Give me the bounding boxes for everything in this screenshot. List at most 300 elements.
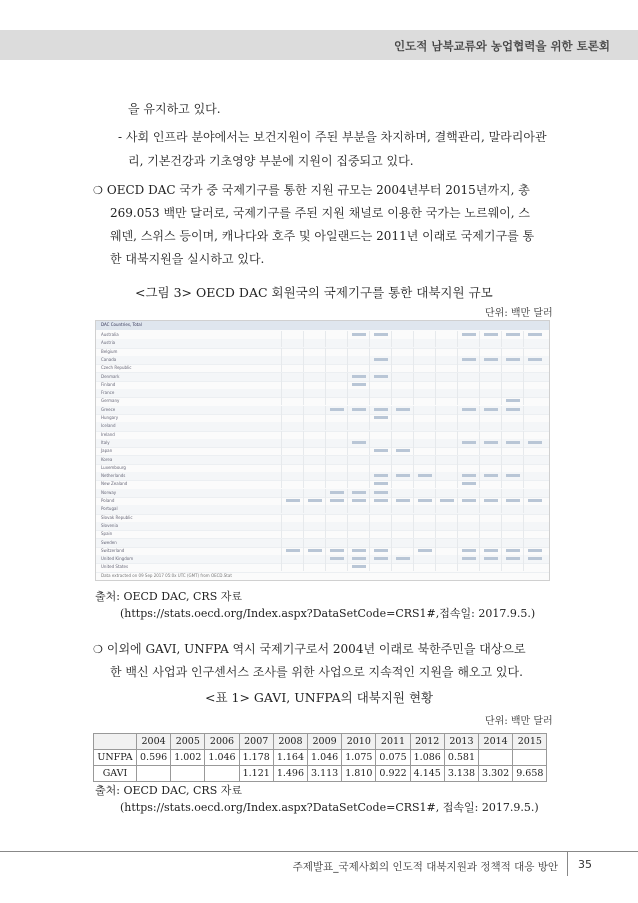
figure-cell (325, 555, 348, 563)
figure-cell-value (286, 499, 300, 502)
figure-cell (523, 422, 546, 430)
figure-country-label: Sweden (101, 539, 117, 545)
figure-cell (281, 489, 304, 497)
figure-cell (501, 472, 524, 480)
figure-cell (413, 522, 436, 530)
figure-cell (325, 373, 348, 381)
figure-cells (281, 456, 549, 464)
figure-cell (501, 456, 524, 464)
figure-country-label: United Kingdom (101, 556, 134, 562)
figure-cell (325, 539, 348, 547)
table-cell: 0.922 (376, 766, 410, 782)
figure-cell (413, 447, 436, 455)
figure-cell (501, 464, 524, 472)
figure-cell (523, 381, 546, 389)
figure-cell-value (286, 549, 300, 552)
figure-cell (479, 422, 502, 430)
figure-cell (391, 373, 414, 381)
table-row (94, 750, 547, 766)
figure-cell (391, 472, 414, 480)
figure-cells (281, 389, 549, 397)
figure-cell (391, 497, 414, 505)
figure-cell (413, 439, 436, 447)
figure-cell-value (462, 482, 476, 485)
figure-cell-value (308, 499, 322, 502)
figure-cell (391, 414, 414, 422)
figure-cell (523, 447, 546, 455)
figure-cell (369, 348, 392, 356)
figure-cell-value (396, 557, 410, 560)
para1-line-3: 웨덴, 스위스 등이며, 캐나다와 호주 및 아일랜드는 2011년 이래로 국제기구를 통 (110, 229, 535, 243)
figure-cell (281, 539, 304, 547)
figure-cell (435, 331, 458, 339)
dash-line-1: - 사회 인프라 분야에서는 보건지원이 주된 부분을 차지하며, 결핵관리, 말라리아관 (118, 130, 547, 144)
figure-cell (325, 522, 348, 530)
figure-cell (325, 406, 348, 414)
figure-cell (281, 497, 304, 505)
figure-cell-value (374, 408, 388, 411)
figure-country-label: Slovenia (101, 522, 119, 528)
figure-cell (413, 539, 436, 547)
body-line-1: 을 유지하고 있다. (128, 102, 221, 116)
figure-cell (281, 381, 304, 389)
figure-country-label: New Zealand (101, 481, 128, 487)
figure-cell-value (374, 482, 388, 485)
figure-cell (479, 489, 502, 497)
figure-cell-value (330, 549, 344, 552)
table-cell: 1.046 (308, 750, 342, 766)
figure-cell (369, 563, 392, 571)
table-cell: 9.658 (513, 766, 547, 782)
figure-cell (369, 530, 392, 538)
figure-cell (435, 447, 458, 455)
figure-cell (523, 431, 546, 439)
figure-cell (347, 331, 370, 339)
figure-cell (303, 431, 326, 439)
figure-cell (523, 356, 546, 364)
figure-cell (435, 422, 458, 430)
figure-cell (457, 439, 480, 447)
figure-cell (457, 406, 480, 414)
figure-cell (501, 339, 524, 347)
figure-cell (391, 356, 414, 364)
figure-cell (479, 514, 502, 522)
figure-cell (457, 472, 480, 480)
figure-cell (325, 547, 348, 555)
figure-cell (281, 530, 304, 538)
figure-cell-value (506, 557, 520, 560)
figure-cell (435, 431, 458, 439)
figure-cell (325, 563, 348, 571)
figure-cell (303, 389, 326, 397)
figure-cell (347, 522, 370, 530)
figure-cell (325, 397, 348, 405)
figure-cell (479, 563, 502, 571)
figure-cell (413, 547, 436, 555)
figure-cell (281, 364, 304, 372)
figure-cell-value (506, 333, 520, 336)
figure-cell (413, 514, 436, 522)
figure-cell (435, 381, 458, 389)
figure-cell (325, 439, 348, 447)
figure-cell (281, 514, 304, 522)
figure-cell (281, 555, 304, 563)
figure-cell-value (528, 333, 542, 336)
figure-cell (325, 414, 348, 422)
figure-cell (369, 480, 392, 488)
figure-cell (457, 547, 480, 555)
table-cell: 3.138 (444, 766, 478, 782)
figure-cell (479, 480, 502, 488)
figure-cell (369, 397, 392, 405)
table-cell: 1.002 (171, 750, 205, 766)
table-row (94, 766, 547, 782)
figure-cell (281, 505, 304, 513)
figure-cell (303, 547, 326, 555)
figure-cell-value (462, 474, 476, 477)
figure-cell (303, 348, 326, 356)
figure-cell (391, 339, 414, 347)
figure-cells (281, 364, 549, 372)
figure-cell (369, 431, 392, 439)
figure-cell (391, 522, 414, 530)
figure-cell (435, 389, 458, 397)
figure-cell (347, 381, 370, 389)
figure-cell (391, 464, 414, 472)
figure-cell (369, 464, 392, 472)
figure-cell-value (374, 474, 388, 477)
figure-cells (281, 505, 549, 513)
figure-cell (501, 563, 524, 571)
figure-cell (281, 406, 304, 414)
figure-cell (369, 505, 392, 513)
figure-cell (303, 522, 326, 530)
support-table (93, 733, 547, 782)
bullet-icon: ❍ (93, 184, 103, 197)
figure-cell-value (374, 333, 388, 336)
figure-cell (523, 505, 546, 513)
figure-cell (413, 505, 436, 513)
figure-cell (369, 356, 392, 364)
figure-cell (281, 339, 304, 347)
figure-cell (479, 456, 502, 464)
table-year-header: 2004 (137, 734, 171, 750)
figure-cell (523, 331, 546, 339)
figure-cell (501, 406, 524, 414)
figure-unit: 단위: 백만 달러 (485, 308, 553, 319)
source2-line-1: 출처: OECD DAC, CRS 자료 (95, 784, 242, 797)
figure-cells (281, 414, 549, 422)
figure-cell (457, 414, 480, 422)
para1-text-1: OECD DAC 국가 중 국제기구를 통한 지원 규모는 2004년부터 2015년까지, 총 (106, 183, 530, 197)
figure-cell (391, 514, 414, 522)
table-year-header: 2008 (273, 734, 307, 750)
figure-cell (435, 480, 458, 488)
figure-cell-value (374, 549, 388, 552)
figure-cell (347, 497, 370, 505)
figure-cell (435, 348, 458, 356)
figure-cell (347, 539, 370, 547)
figure-cell (501, 364, 524, 372)
figure-cell (413, 497, 436, 505)
footer-separator (567, 852, 568, 876)
table-caption: <표 1> GAVI, UNFPA의 대북지원 현황 (205, 690, 434, 705)
figure-cell (435, 489, 458, 497)
figure-cell (347, 464, 370, 472)
figure-cell (435, 497, 458, 505)
figure-cell (413, 381, 436, 389)
figure-country-label: Netherlands (101, 473, 126, 479)
figure-cell-value (462, 333, 476, 336)
figure-cell-value (352, 375, 366, 378)
figure-cell (347, 563, 370, 571)
figure-cell (391, 389, 414, 397)
figure-cell (523, 464, 546, 472)
figure-cell (435, 373, 458, 381)
figure-country-label: Germany (101, 398, 120, 404)
figure-cell (501, 514, 524, 522)
figure-cell (457, 364, 480, 372)
figure-country-label: Japan (101, 448, 113, 454)
table-year-header: 2007 (239, 734, 273, 750)
figure-cell (501, 331, 524, 339)
figure-cell (303, 456, 326, 464)
figure-cell (479, 505, 502, 513)
figure-country-label: Slovak Republic (101, 514, 133, 520)
figure-cell (347, 373, 370, 381)
figure-cell (347, 514, 370, 522)
figure-cell (479, 497, 502, 505)
figure-cell (391, 397, 414, 405)
figure-country-label: Italy (101, 439, 110, 445)
figure-cell (435, 439, 458, 447)
figure-cell-value (484, 358, 498, 361)
figure-cell (325, 464, 348, 472)
figure-cell (347, 414, 370, 422)
figure-cell (435, 356, 458, 364)
figure-cell (413, 414, 436, 422)
figure-cell (347, 505, 370, 513)
figure-cell-value (484, 557, 498, 560)
figure-cell-value (396, 408, 410, 411)
table-cell: 1.046 (205, 750, 239, 766)
table-cell (513, 750, 547, 766)
figure-country-label: Australia (101, 332, 119, 337)
figure-cell-value (374, 557, 388, 560)
figure-cell (413, 472, 436, 480)
figure-cell (479, 439, 502, 447)
source2-line-2: (https://stats.oecd.org/Index.aspx?DataSetCode=CRS1#, 접속일: 2017.9.5.) (120, 801, 539, 814)
figure-cell-value (440, 499, 454, 502)
figure-cell (347, 530, 370, 538)
figure-cell (501, 497, 524, 505)
figure-cell (369, 456, 392, 464)
figure-cell (281, 389, 304, 397)
figure-cells (281, 422, 549, 430)
figure-cell-value (330, 408, 344, 411)
figure-cell (369, 364, 392, 372)
figure-cell-value (396, 474, 410, 477)
figure-cells (281, 563, 549, 571)
figure-cell-value (374, 358, 388, 361)
figure-cell-value (418, 474, 432, 477)
figure-cell (501, 447, 524, 455)
figure-country-label: Switzerland (101, 547, 125, 553)
figure-cell (435, 397, 458, 405)
table-year-header: 2005 (171, 734, 205, 750)
figure-cell (281, 331, 304, 339)
figure-cell (435, 563, 458, 571)
figure-cell-value (374, 449, 388, 452)
figure-cell (523, 472, 546, 480)
figure-cell-value (462, 408, 476, 411)
figure-cell (325, 331, 348, 339)
table-unit: 단위: 백만 달러 (485, 716, 553, 727)
figure-country-label: Finland (101, 381, 116, 387)
figure-cell-value (528, 549, 542, 552)
figure-country-label: Iceland (101, 423, 116, 429)
figure-cell (413, 555, 436, 563)
figure-cell (369, 539, 392, 547)
figure-cell (303, 505, 326, 513)
figure-cell (369, 339, 392, 347)
figure-cell (369, 406, 392, 414)
figure-cell (369, 472, 392, 480)
figure-cell-value (484, 549, 498, 552)
figure-cell-value (352, 499, 366, 502)
figure-cell (435, 505, 458, 513)
figure-cell (325, 514, 348, 522)
figure-cell (369, 414, 392, 422)
figure-cell (457, 497, 480, 505)
figure-cell (457, 397, 480, 405)
figure-cell-value (352, 565, 366, 568)
figure-cell-value (352, 549, 366, 552)
figure-cell (391, 563, 414, 571)
figure-cell (369, 373, 392, 381)
figure-cell (435, 522, 458, 530)
figure-cell (391, 530, 414, 538)
figure-country-label: Belgium (101, 348, 118, 354)
table-year-header: 2012 (410, 734, 444, 750)
figure-cell-value (462, 549, 476, 552)
page-number: 35 (578, 858, 592, 871)
figure-cells (281, 406, 549, 414)
figure-cell (523, 497, 546, 505)
figure-cell (501, 530, 524, 538)
table-cell: 1.086 (410, 750, 444, 766)
figure-cell (479, 373, 502, 381)
figure-country-label: Portugal (101, 506, 118, 512)
figure-cell (303, 439, 326, 447)
table-row-label: UNFPA (94, 750, 137, 766)
figure-country-label: Ireland (101, 431, 115, 437)
figure-cell (347, 456, 370, 464)
table-cell: 0.596 (137, 750, 171, 766)
figure-header-label: DAC Countries, Total (101, 322, 142, 327)
figure-cell (391, 439, 414, 447)
figure-cells (281, 397, 549, 405)
figure-cell (281, 563, 304, 571)
figure-cell (523, 406, 546, 414)
table-cell: 4.145 (410, 766, 444, 782)
figure-cell (325, 364, 348, 372)
figure-cell (523, 563, 546, 571)
figure-cell (457, 331, 480, 339)
figure-cells (281, 381, 549, 389)
figure-cell (501, 555, 524, 563)
figure-cell (391, 364, 414, 372)
figure-cell (281, 397, 304, 405)
figure-cell-value (352, 383, 366, 386)
figure-cell (523, 439, 546, 447)
figure-cell (457, 514, 480, 522)
figure-country-label: Spain (101, 531, 113, 537)
figure-cell (391, 480, 414, 488)
figure-cell (413, 563, 436, 571)
figure-cell (457, 431, 480, 439)
figure-cell (501, 522, 524, 530)
figure-country-label: Poland (101, 498, 115, 503)
figure-cell-value (352, 557, 366, 560)
figure-cell (501, 414, 524, 422)
figure-country-label: Hungary (101, 415, 119, 420)
footer-divider (0, 851, 638, 852)
figure-cell (325, 422, 348, 430)
figure-cells (281, 489, 549, 497)
figure-cell (347, 406, 370, 414)
figure-country-label: Norway (101, 489, 117, 495)
figure-cell (303, 497, 326, 505)
figure-cell-value (396, 449, 410, 452)
figure-cell (413, 348, 436, 356)
figure-cell (347, 356, 370, 364)
figure-cell (501, 505, 524, 513)
figure-cell (501, 397, 524, 405)
figure-cell (435, 514, 458, 522)
bullet-icon: ❍ (93, 643, 103, 656)
figure-header-row (96, 321, 549, 330)
header-title: 인도적 남북교류와 농업협력을 위한 토론회 (394, 39, 610, 53)
figure-cell (479, 472, 502, 480)
figure-cell (479, 431, 502, 439)
figure-country-label: Greece (101, 406, 116, 412)
figure-cell-value (462, 499, 476, 502)
figure-cells (281, 522, 549, 530)
figure-cell (523, 530, 546, 538)
figure-cell-value (330, 557, 344, 560)
figure-cell (413, 356, 436, 364)
figure-cell (501, 539, 524, 547)
figure-cell (523, 414, 546, 422)
figure-country-label: Austria (101, 340, 116, 346)
figure-cell (435, 472, 458, 480)
figure-cell (479, 464, 502, 472)
figure-cells (281, 530, 549, 538)
figure-cell-value (506, 474, 520, 477)
figure-cell (303, 472, 326, 480)
figure-cell (457, 505, 480, 513)
table-cell: 1.164 (273, 750, 307, 766)
figure-cell (347, 348, 370, 356)
table-header-row (94, 734, 547, 750)
figure-cell (369, 522, 392, 530)
figure-cell (501, 547, 524, 555)
figure-cell-value (352, 333, 366, 336)
figure-cell (523, 555, 546, 563)
figure-cell-value (484, 441, 498, 444)
figure-cell (281, 439, 304, 447)
